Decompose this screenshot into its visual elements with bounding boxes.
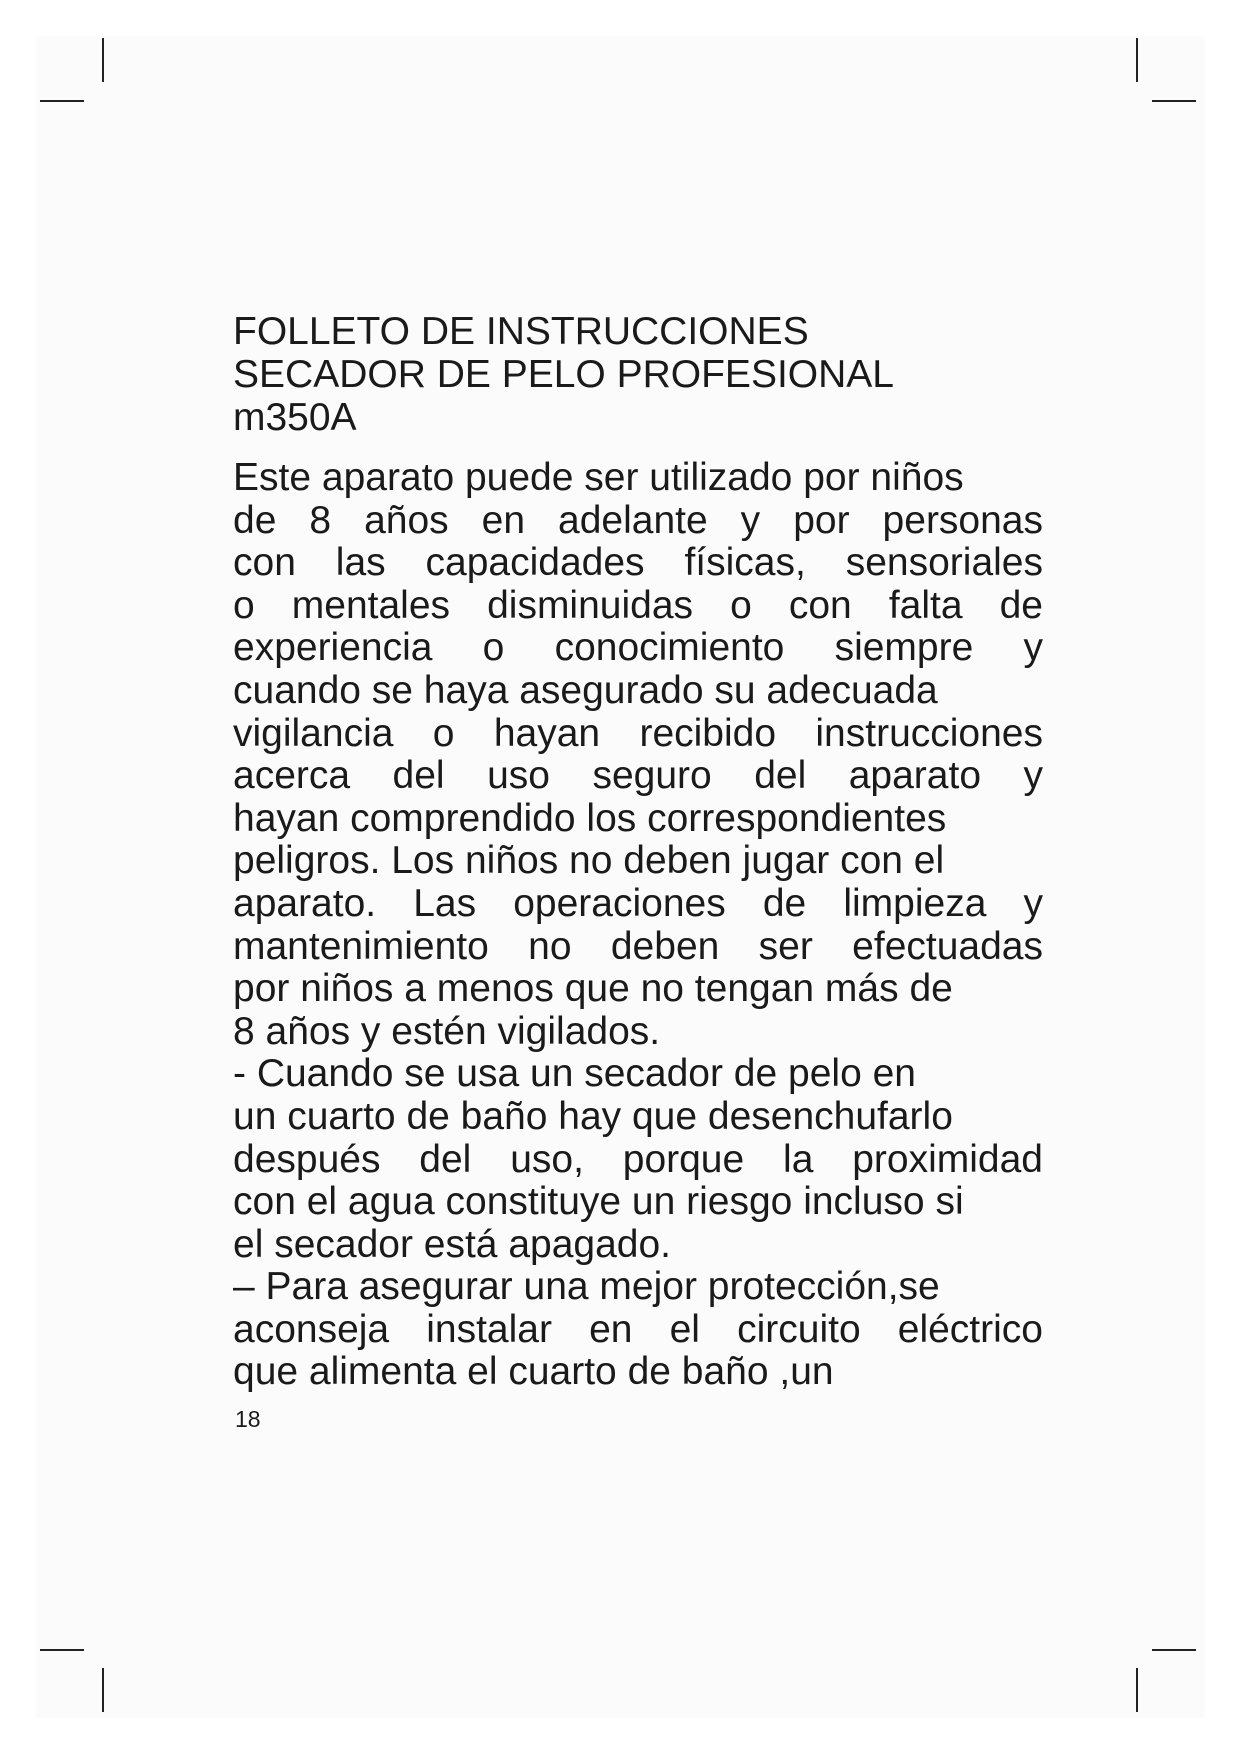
text-line: por niños a menos que no tengan más de <box>233 967 953 1011</box>
crop-mark <box>102 38 104 82</box>
text-line: hayan comprendido los correspondientes <box>233 796 947 840</box>
text-line: - Cuando se usa un secador de pelo en <box>233 1052 916 1096</box>
document-title <box>233 310 1043 439</box>
crop-mark <box>40 100 84 102</box>
text-line: peligros. Los niños no deben jugar con el <box>233 839 945 883</box>
model-number: m350A <box>233 396 357 439</box>
text-line: aparato. Las operaciones de limpieza y <box>233 881 1043 925</box>
text-line: de 8 años en adelante y por personas <box>233 498 1043 542</box>
text-line: Este aparato puede ser utilizado por niños <box>233 456 964 499</box>
text-line: un cuarto de baño hay que desenchufarlo <box>233 1094 953 1138</box>
text-line: vigilancia o hayan recibido instrucciones <box>233 711 1043 755</box>
text-line: después del uso, porque la proximidad <box>233 1137 1043 1181</box>
instructions-paragraph <box>233 457 1043 1394</box>
crop-mark <box>1136 1668 1138 1712</box>
text-line: el secador está apagado. <box>233 1222 671 1266</box>
text-line: con el agua constituye un riesgo incluso si <box>233 1180 964 1224</box>
title-line: SECADOR DE PELO PROFESIONAL <box>233 353 895 396</box>
document-content <box>233 310 1043 1394</box>
text-line: o mentales disminuidas o con falta de <box>233 583 1043 627</box>
text-line: que alimenta el cuarto de baño ,un <box>233 1350 834 1394</box>
text-line: mantenimiento no deben ser efectuadas <box>233 924 1043 968</box>
text-line: experiencia o conocimiento siempre y <box>233 626 1043 670</box>
crop-mark <box>1136 38 1138 82</box>
text-line: – Para asegurar una mejor protección,se <box>233 1265 940 1309</box>
text-line: acerca del uso seguro del aparato y <box>233 754 1043 798</box>
crop-mark <box>40 1649 84 1651</box>
title-line: FOLLETO DE INSTRUCCIONES <box>233 310 809 353</box>
text-line: cuando se haya asegurado su adecuada <box>233 668 938 712</box>
text-line: 8 años y estén vigilados. <box>233 1009 661 1053</box>
crop-mark <box>1152 1649 1196 1651</box>
text-line: aconseja instalar en el circuito eléctrico <box>233 1307 1043 1351</box>
crop-mark <box>102 1668 104 1712</box>
page-number: 18 <box>235 1406 261 1432</box>
text-line: con las capacidades físicas, sensoriales <box>233 541 1043 585</box>
crop-mark <box>1152 100 1196 102</box>
